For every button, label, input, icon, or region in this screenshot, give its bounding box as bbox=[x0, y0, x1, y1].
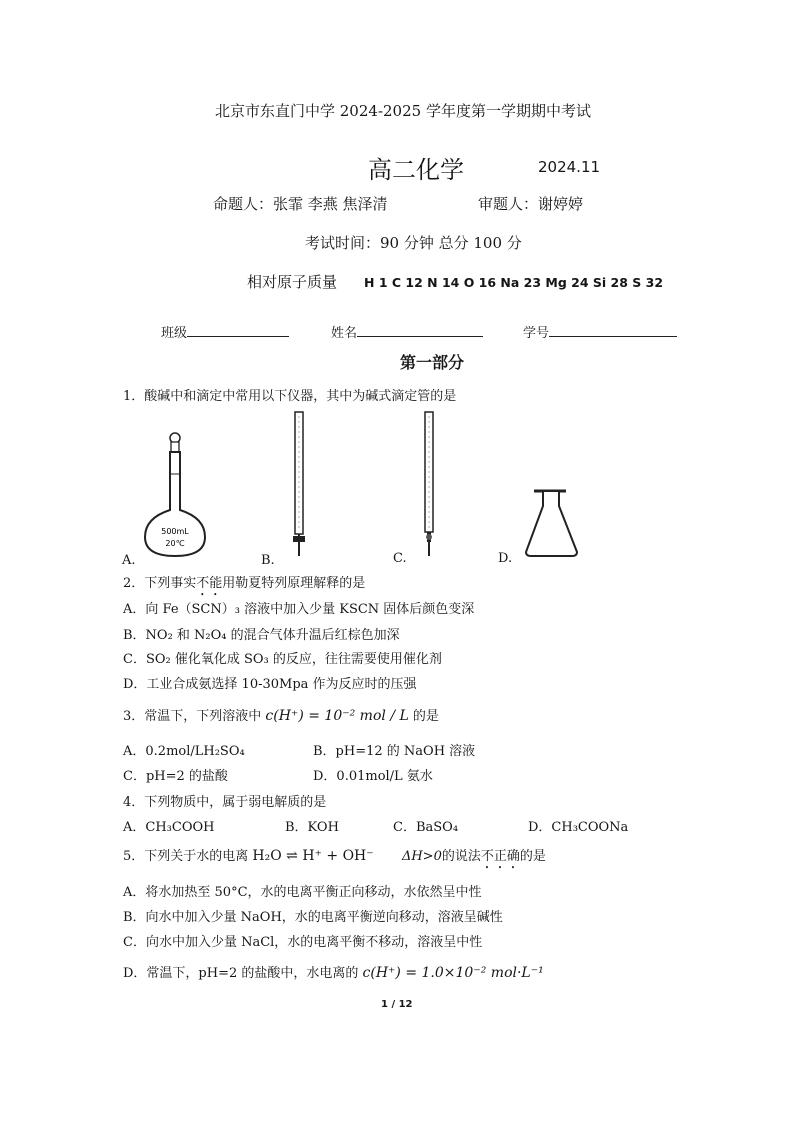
exam-authors: 命题人：张霏 李燕 焦泽清 bbox=[213, 195, 388, 213]
q3-option-d[interactable]: D．0.01mol/L 氨水 bbox=[313, 769, 433, 784]
class-blank[interactable] bbox=[187, 324, 289, 337]
q5-option-d-formula: c(H⁺) = 1.0×10⁻² mol·L⁻¹ bbox=[362, 965, 544, 981]
q5-stem-end: 的是 bbox=[519, 849, 546, 864]
q3-option-a[interactable]: A．0.2mol/LH₂SO₄ bbox=[123, 744, 245, 759]
q1-option-b-label[interactable]: B. bbox=[261, 553, 275, 568]
atomic-mass-values: H 1 C 12 N 14 O 16 Na 23 Mg 24 Si 28 S 32 bbox=[364, 275, 664, 290]
q5-option-d[interactable] bbox=[123, 962, 544, 981]
q1-option-c-label[interactable]: C. bbox=[393, 551, 407, 566]
conical-flask-image bbox=[522, 488, 582, 560]
q5-option-b[interactable]: B．向水中加入少量 NaOH，水的电离平衡逆向移动，溶液呈碱性 bbox=[123, 910, 503, 925]
q3-formula: c(H⁺) = 10⁻² mol / L bbox=[265, 708, 409, 724]
q1-option-d-label[interactable]: D. bbox=[498, 551, 513, 566]
class-label: 班级 bbox=[161, 326, 188, 341]
flask-stopper bbox=[171, 442, 179, 452]
q2-stem-emphasis: 不能 bbox=[196, 576, 223, 591]
burette-c-glass-bead bbox=[426, 534, 432, 540]
student-id-blank[interactable] bbox=[549, 324, 677, 337]
q3-option-b[interactable]: B．pH=12 的 NaOH 溶液 bbox=[313, 744, 476, 759]
q5-equation: H₂O ⇌ H⁺ + OH⁻ bbox=[252, 848, 374, 864]
q1-stem: 1．酸碱中和滴定中常用以下仪器，其中为碱式滴定管的是 bbox=[123, 389, 457, 404]
class-field[interactable] bbox=[161, 322, 289, 341]
exam-time-info: 考试时间：90 分钟 总分 100 分 bbox=[305, 234, 522, 252]
section-title: 第一部分 bbox=[400, 353, 465, 372]
q3-option-c[interactable]: C．pH=2 的盐酸 bbox=[123, 769, 228, 784]
name-blank[interactable] bbox=[357, 324, 483, 337]
flask-text-temp: 20℃ bbox=[165, 539, 185, 548]
school-title: 北京市东直门中学 2024-2025 学年度第一学期期中考试 bbox=[215, 102, 591, 120]
q2-option-b[interactable]: B．NO₂ 和 N₂O₄ 的混合气体升温后红棕色加深 bbox=[123, 628, 400, 643]
atomic-mass-label: 相对原子质量 bbox=[247, 273, 338, 291]
q5-option-d-text: D．常温下，pH=2 的盐酸中，水电离的 bbox=[123, 966, 359, 981]
q3-stem bbox=[123, 705, 439, 724]
q5-option-a[interactable]: A．将水加热至 50°C，水的电离平衡正向移动，水依然呈中性 bbox=[123, 885, 482, 900]
q2-stem-end: 用勒夏特列原理解释的是 bbox=[222, 576, 366, 591]
student-id-label: 学号 bbox=[523, 326, 550, 341]
q2-stem bbox=[123, 572, 365, 599]
conical-flask-body bbox=[526, 492, 577, 556]
q2-option-d[interactable]: D．工业合成氨选择 10-30Mpa 作为反应时的压强 bbox=[123, 677, 417, 692]
name-label: 姓名 bbox=[331, 326, 358, 341]
q5-stem-emphasis: 不正确 bbox=[480, 849, 520, 864]
flask-text-volume: 500mL bbox=[161, 527, 189, 536]
volumetric-flask-image bbox=[140, 432, 210, 560]
name-field[interactable] bbox=[331, 322, 483, 341]
q4-option-c[interactable]: C．BaSO₄ bbox=[393, 820, 459, 835]
exam-reviewer: 审题人：谢婷婷 bbox=[478, 195, 584, 213]
burette-b-image bbox=[288, 410, 312, 560]
q4-option-a[interactable]: A．CH₃COOH bbox=[123, 820, 215, 835]
q5-stem bbox=[123, 845, 546, 872]
student-id-field[interactable] bbox=[523, 322, 677, 341]
q2-stem-start: 2．下列事实 bbox=[123, 576, 197, 591]
q5-enthalpy: ΔH>0 bbox=[401, 849, 442, 864]
subject-title: 高二化学 bbox=[368, 156, 464, 184]
q1-option-a-label[interactable]: A. bbox=[122, 553, 136, 568]
exam-date: 2024.11 bbox=[538, 158, 601, 176]
burette-c-image bbox=[418, 410, 442, 560]
q5-stem-start: 5．下列关于水的电离 bbox=[123, 849, 249, 864]
q2-option-a[interactable]: A．向 Fe（SCN）₃ 溶液中加入少量 KSCN 固体后颜色变深 bbox=[123, 602, 475, 617]
q2-option-c[interactable]: C．SO₂ 催化氧化成 SO₃ 的反应，往往需要使用催化剂 bbox=[123, 652, 442, 667]
q4-stem: 4．下列物质中，属于弱电解质的是 bbox=[123, 795, 327, 810]
q3-stem-start: 3．常温下，下列溶液中 bbox=[123, 709, 262, 724]
page-number: 1 / 12 bbox=[381, 999, 413, 1010]
q4-option-b[interactable]: B．KOH bbox=[285, 820, 339, 835]
q5-stem-mid: 的说法 bbox=[441, 849, 481, 864]
q4-option-d[interactable]: D．CH₃COONa bbox=[528, 820, 629, 835]
q3-stem-end: 的是 bbox=[412, 709, 439, 724]
q5-option-c[interactable]: C．向水中加入少量 NaCl，水的电离平衡不移动，溶液呈中性 bbox=[123, 935, 483, 950]
